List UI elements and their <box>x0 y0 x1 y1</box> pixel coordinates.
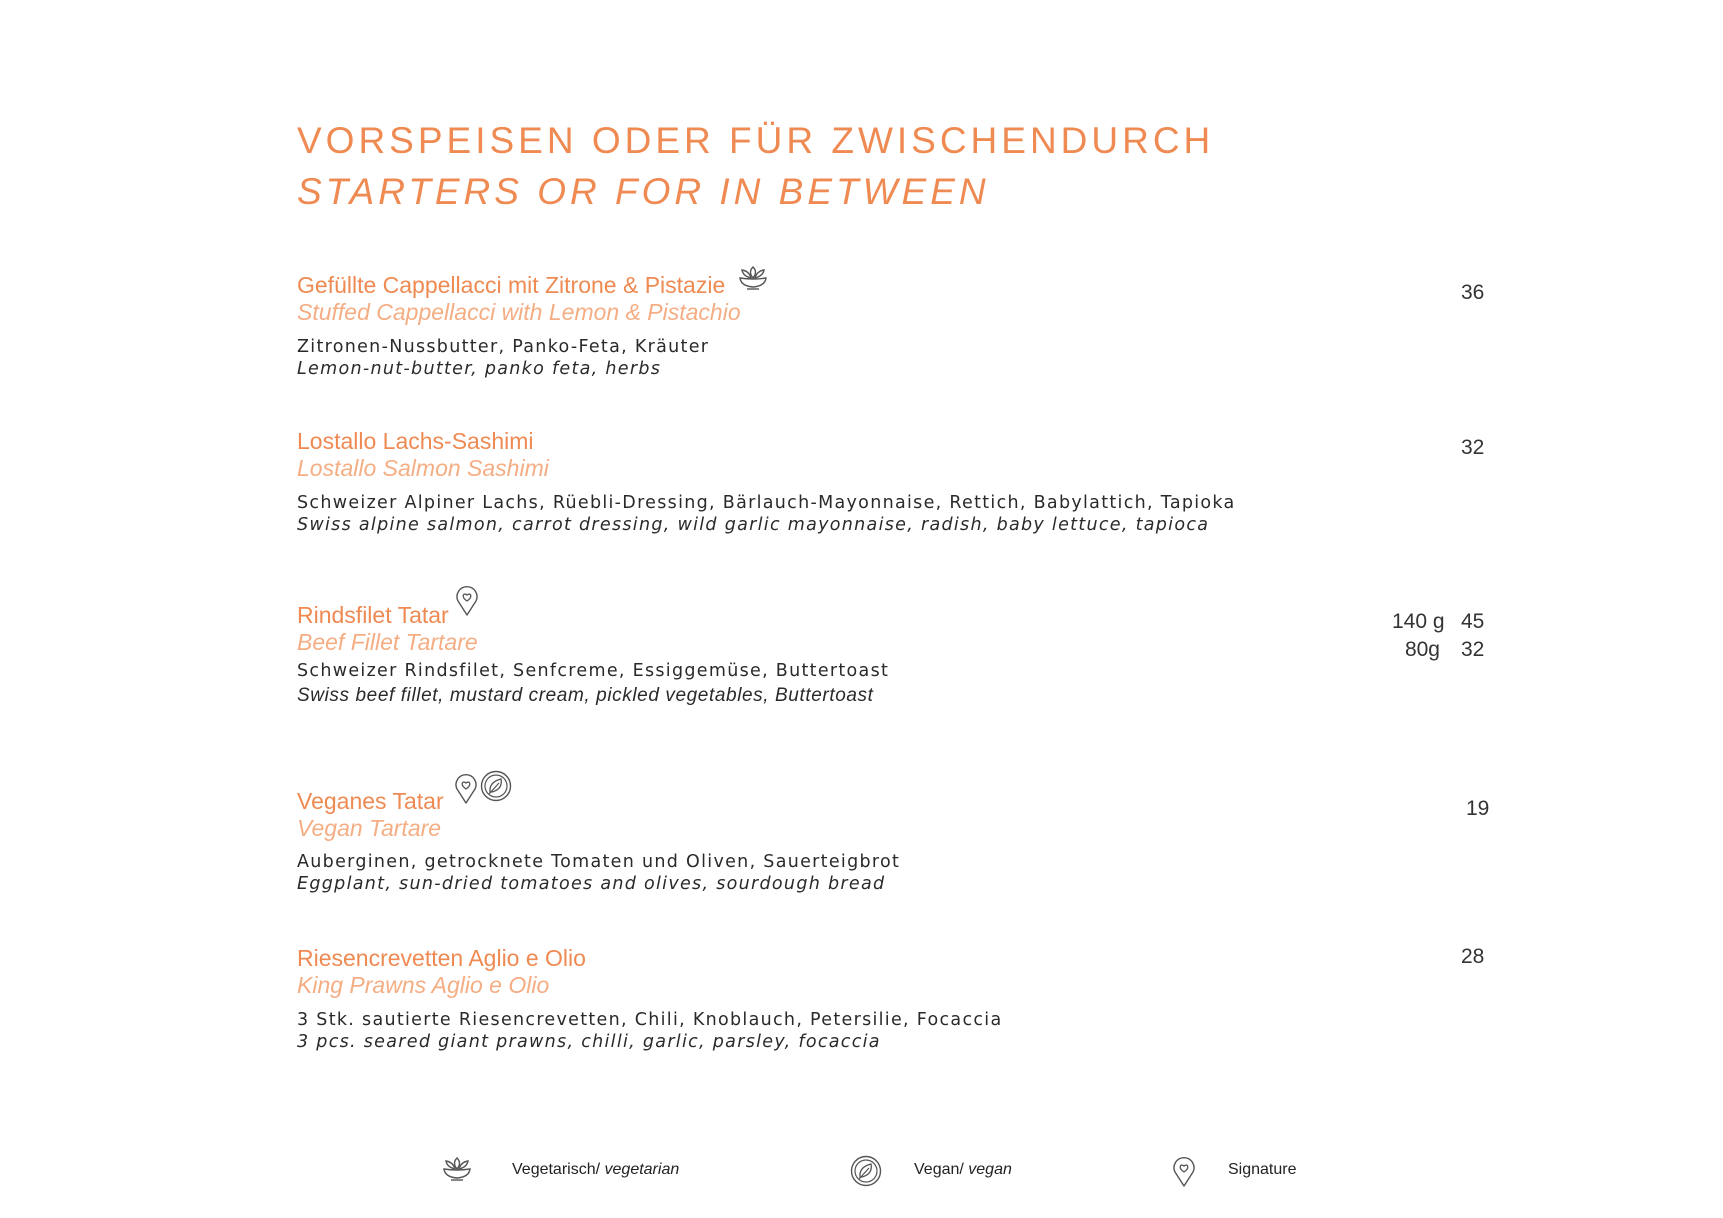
page-subtitle: STARTERS OR FOR IN BETWEEN <box>297 171 990 212</box>
dish-name-de: Rindsfilet Tatar <box>297 602 449 628</box>
menu-item <box>297 788 1497 895</box>
dish-name-de: Lostallo Lachs-Sashimi <box>297 428 534 454</box>
legend-vegetarian: Vegetarisch/ vegetarian <box>512 1161 680 1178</box>
signature-icon <box>455 585 479 617</box>
dish-name-en: Stuffed Cappellacci with Lemon & Pistachio <box>297 299 741 325</box>
dish-description-de: 3 Stk. sautierte Riesencrevetten, Chili, Knoblauch, Petersilie, Focaccia <box>297 1010 1003 1030</box>
dish-name-en: Vegan Tartare <box>297 815 442 841</box>
vegetarian-icon <box>737 265 769 291</box>
page-title: VORSPEISEN ODER FÜR ZWISCHENDURCH <box>297 120 1215 161</box>
portion-size: 140 g <box>1392 610 1445 633</box>
vegan-icon <box>480 770 512 802</box>
signature-icon <box>454 773 478 805</box>
dish-name-de: Riesencrevetten Aglio e Olio <box>297 945 586 971</box>
dish-name-en: Beef Fillet Tartare <box>297 629 478 655</box>
dish-price: 32 <box>1461 436 1485 459</box>
legend-signature: Signature <box>1228 1161 1297 1178</box>
signature-icon <box>1172 1156 1196 1188</box>
dish-name-en: Lostallo Salmon Sashimi <box>297 455 549 481</box>
dish-name-en: King Prawns Aglio e Olio <box>297 972 550 998</box>
dish-description-de: Auberginen, getrocknete Tomaten und Oliven, Sauerteigbrot <box>297 852 901 872</box>
menu-item <box>297 602 1497 710</box>
vegetarian-icon <box>440 1156 474 1182</box>
dish-description-en: Eggplant, sun-dried tomatoes and olives, sourdough bread <box>297 874 886 894</box>
dish-price: 19 <box>1466 797 1490 820</box>
dish-price: 32 <box>1461 638 1485 661</box>
dish-description-en: 3 pcs. seared giant prawns, chilli, garlic, parsley, focaccia <box>297 1032 881 1052</box>
menu-item <box>297 945 1497 1053</box>
dish-price: 45 <box>1461 610 1485 633</box>
vegan-icon <box>850 1155 882 1187</box>
dish-description-en: Swiss alpine salmon, carrot dressing, wild garlic mayonnaise, radish, baby lettuce, tapioca <box>297 515 1210 535</box>
dish-description-en: Swiss beef fillet, mustard cream, pickled vegetables, Buttertoast <box>297 685 874 706</box>
legend-vegan: Vegan/ vegan <box>914 1161 1012 1178</box>
dish-description-de: Schweizer Alpiner Lachs, Rüebli-Dressing, Bärlauch-Mayonnaise, Rettich, Babylattich, Tapioka <box>297 493 1236 513</box>
dish-name-de: Veganes Tatar <box>297 788 444 814</box>
menu-item <box>297 272 1497 380</box>
menu-item <box>297 428 1497 536</box>
dish-price: 36 <box>1461 281 1485 304</box>
dish-description-en: Lemon-nut-butter, panko feta, herbs <box>297 359 662 379</box>
dish-description-de: Zitronen-Nussbutter, Panko-Feta, Kräuter <box>297 337 710 357</box>
dish-description-de: Schweizer Rindsfilet, Senfcreme, Essiggemüse, Buttertoast <box>297 661 890 681</box>
portion-size: 80g <box>1404 638 1440 661</box>
dish-price: 28 <box>1461 945 1485 968</box>
dish-name-de: Gefüllte Cappellacci mit Zitrone & Pistazie <box>297 272 726 298</box>
